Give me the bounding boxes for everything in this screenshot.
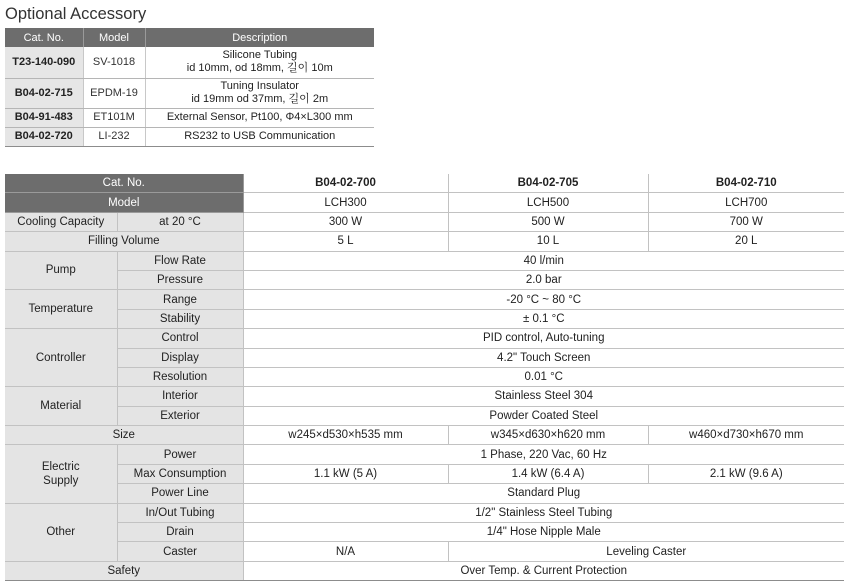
material-label: Material bbox=[5, 387, 117, 426]
header-model: Model bbox=[83, 28, 145, 47]
value-cell: 5 L bbox=[243, 232, 448, 251]
tubing-label: In/Out Tubing bbox=[117, 503, 243, 522]
cat-no-cell: B04-02-710 bbox=[648, 174, 844, 193]
electric-label-line: Supply bbox=[43, 475, 79, 488]
model-label: Model bbox=[5, 193, 243, 212]
controller-control-row bbox=[5, 329, 844, 348]
value-cell: 300 W bbox=[243, 212, 448, 231]
model-cell: LCH300 bbox=[243, 193, 448, 212]
description-cell bbox=[145, 47, 374, 78]
controller-label: Controller bbox=[5, 329, 117, 387]
cat-no-cell: T23-140-090 bbox=[5, 47, 83, 78]
max-consumption-label: Max Consumption bbox=[117, 464, 243, 483]
display-label: Display bbox=[117, 348, 243, 367]
safety-label: Safety bbox=[5, 561, 243, 580]
table-row bbox=[5, 127, 374, 146]
model-cell: LCH700 bbox=[648, 193, 844, 212]
cat-no-row bbox=[5, 174, 844, 193]
cat-no-cell: B04-02-720 bbox=[5, 127, 83, 146]
value-cell: Stainless Steel 304 bbox=[243, 387, 844, 406]
value-cell: Powder Coated Steel bbox=[243, 406, 844, 425]
model-cell: ET101M bbox=[83, 108, 145, 127]
temperature-stability-row bbox=[5, 309, 844, 328]
flow-rate-label: Flow Rate bbox=[117, 251, 243, 270]
value-cell: -20 °C ~ 80 °C bbox=[243, 290, 844, 309]
model-row bbox=[5, 193, 844, 212]
value-cell: 20 L bbox=[648, 232, 844, 251]
value-cell: w345×d630×h620 mm bbox=[448, 426, 648, 445]
model-cell: EPDM-19 bbox=[83, 78, 145, 108]
value-cell: PID control, Auto-tuning bbox=[243, 329, 844, 348]
interior-label: Interior bbox=[117, 387, 243, 406]
description-cell: External Sensor, Pt100, Φ4×L300 mm bbox=[145, 108, 374, 127]
value-cell: 1/4" Hose Nipple Male bbox=[243, 523, 844, 542]
description-line: Silicone Tubing bbox=[222, 49, 298, 62]
value-cell: 4.2" Touch Screen bbox=[243, 348, 844, 367]
spec-table bbox=[5, 174, 844, 581]
value-cell: 2.1 kW (9.6 A) bbox=[648, 464, 844, 483]
description-cell bbox=[145, 78, 374, 108]
value-cell: w460×d730×h670 mm bbox=[648, 426, 844, 445]
resolution-label: Resolution bbox=[117, 367, 243, 386]
caster-label: Caster bbox=[117, 542, 243, 561]
description-line: id 10mm, od 18mm, 길이 10m bbox=[186, 62, 333, 75]
value-cell: 500 W bbox=[448, 212, 648, 231]
electric-label-line: Electric bbox=[41, 461, 80, 474]
size-label: Size bbox=[5, 426, 243, 445]
accessory-table bbox=[5, 28, 374, 147]
temperature-label: Temperature bbox=[5, 290, 117, 329]
model-cell: LCH500 bbox=[448, 193, 648, 212]
value-cell: ± 0.1 °C bbox=[243, 309, 844, 328]
temperature-range-row bbox=[5, 290, 844, 309]
control-label: Control bbox=[117, 329, 243, 348]
value-cell: Over Temp. & Current Protection bbox=[243, 561, 844, 580]
cat-no-cell: B04-91-483 bbox=[5, 108, 83, 127]
page-title: Optional Accessory bbox=[5, 5, 147, 23]
description-line: Tuning Insulator bbox=[220, 80, 299, 92]
model-cell: LI-232 bbox=[83, 127, 145, 146]
table-row bbox=[5, 78, 374, 108]
other-drain-row bbox=[5, 523, 844, 542]
other-label: Other bbox=[5, 503, 117, 561]
material-exterior-row bbox=[5, 406, 844, 425]
filling-label: Filling Volume bbox=[5, 232, 243, 251]
cooling-sub-label: at 20 °C bbox=[117, 212, 243, 231]
value-cell: 2.0 bar bbox=[243, 270, 844, 289]
accessory-header-row bbox=[5, 28, 374, 47]
electric-max-row bbox=[5, 464, 844, 483]
cat-no-label: Cat. No. bbox=[5, 174, 243, 193]
other-caster-row bbox=[5, 542, 844, 561]
size-row bbox=[5, 426, 844, 445]
stability-label: Stability bbox=[117, 309, 243, 328]
other-tubing-row bbox=[5, 503, 844, 522]
header-description: Description bbox=[145, 28, 374, 47]
pump-pressure-row bbox=[5, 270, 844, 289]
controller-display-row bbox=[5, 348, 844, 367]
cat-no-cell: B04-02-715 bbox=[5, 78, 83, 108]
exterior-label: Exterior bbox=[117, 406, 243, 425]
power-label: Power bbox=[117, 445, 243, 464]
table-row bbox=[5, 47, 374, 78]
value-cell: 1.4 kW (6.4 A) bbox=[448, 464, 648, 483]
table-row bbox=[5, 108, 374, 127]
value-cell: Leveling Caster bbox=[448, 542, 844, 561]
material-interior-row bbox=[5, 387, 844, 406]
cat-no-cell: B04-02-705 bbox=[448, 174, 648, 193]
model-cell: SV-1018 bbox=[83, 47, 145, 78]
filling-row bbox=[5, 232, 844, 251]
electric-supply-label bbox=[5, 445, 117, 503]
value-cell: w245×d530×h535 mm bbox=[243, 426, 448, 445]
electric-line-row bbox=[5, 484, 844, 503]
power-line-label: Power Line bbox=[117, 484, 243, 503]
pump-label: Pump bbox=[5, 251, 117, 290]
value-cell: 0.01 °C bbox=[243, 367, 844, 386]
value-cell: 700 W bbox=[648, 212, 844, 231]
value-cell: Standard Plug bbox=[243, 484, 844, 503]
cooling-label: Cooling Capacity bbox=[5, 212, 117, 231]
value-cell: 40 l/min bbox=[243, 251, 844, 270]
electric-power-row bbox=[5, 445, 844, 464]
controller-resolution-row bbox=[5, 367, 844, 386]
description-cell: RS232 to USB Communication bbox=[145, 127, 374, 146]
value-cell: 1/2" Stainless Steel Tubing bbox=[243, 503, 844, 522]
value-cell: 1 Phase, 220 Vac, 60 Hz bbox=[243, 445, 844, 464]
pressure-label: Pressure bbox=[117, 270, 243, 289]
cooling-row bbox=[5, 212, 844, 231]
range-label: Range bbox=[117, 290, 243, 309]
cat-no-cell: B04-02-700 bbox=[243, 174, 448, 193]
drain-label: Drain bbox=[117, 523, 243, 542]
value-cell: 10 L bbox=[448, 232, 648, 251]
safety-row bbox=[5, 561, 844, 580]
value-cell: N/A bbox=[243, 542, 448, 561]
value-cell: 1.1 kW (5 A) bbox=[243, 464, 448, 483]
header-cat-no: Cat. No. bbox=[5, 28, 83, 47]
pump-flow-row bbox=[5, 251, 844, 270]
description-line: id 19mm od 37mm, 길이 2m bbox=[191, 93, 329, 105]
